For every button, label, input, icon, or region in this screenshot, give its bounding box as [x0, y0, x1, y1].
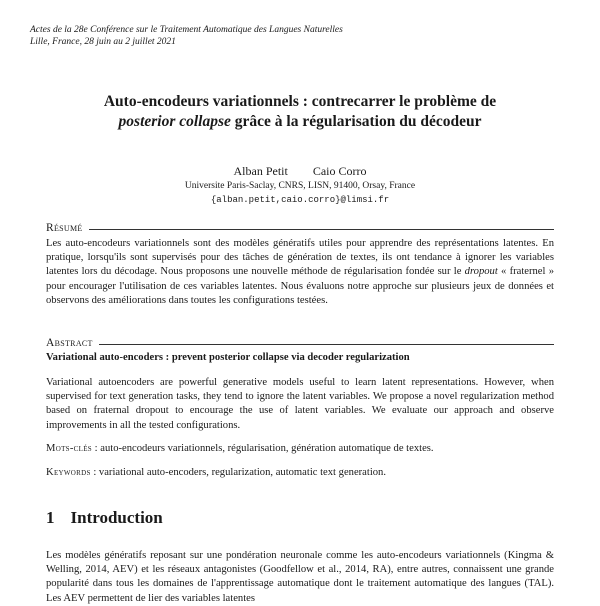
abstract-subtitle: Variational auto-encoders : prevent posterior collapse via decoder regularization: [46, 352, 410, 363]
heading-rule: [99, 344, 554, 345]
mots-cles-text: : auto-encodeurs variationnels, régularisation, génération automatique de textes.: [94, 443, 434, 454]
section-title: Introduction: [70, 508, 163, 527]
proceedings-line-2: Lille, France, 28 juin au 2 juillet 2021: [30, 37, 176, 47]
resume-text-part-2: « fraternel » pour encourager l'utilisation de ces variables latentes. Nous évaluons notre approche sur plusieurs jeux de données et observons des améliorations dans toutes les configurations testées.: [46, 266, 554, 306]
resume-italic-term: dropout: [464, 266, 498, 278]
author-email: {alban.petit,caio.corro}@limsi.fr: [210, 195, 390, 205]
resume-heading-label: Résumé: [46, 222, 83, 234]
resume-text: [46, 237, 554, 308]
author-name: Caio Corro: [312, 164, 367, 178]
abstract-text: Variational autoencoders are powerful generative models useful to learn latent representations. However, when supervised for text generation tasks, they tend to ignore the latent variables. We propose a novel regularization method based on fraternal dropout to encourage the use of latent variables. We evaluate our approach and observe improvements in all the tested configurations.: [46, 377, 554, 431]
title-line-2: [0, 112, 600, 132]
mots-cles: [46, 443, 554, 454]
paper-title: [0, 92, 600, 132]
keywords-text: : variational auto-encoders, regularization, automatic text generation.: [93, 467, 387, 478]
affiliation: Universite Paris-Saclay, CNRS, LISN, 91400, Orsay, France: [184, 181, 416, 191]
authors: [0, 164, 600, 179]
resume-text-part-1: Les auto-encodeurs variationnels sont des modèles génératifs utiles pour apprendre des représentations latentes. En pratique, lorsqu'ils sont supervisés pour des tâches de génération de textes, ils ont tendance à ignorer les variables latentes lors du décodage. Nous proposons une nouvelle méthode de régularisation fondée sur le: [46, 238, 554, 278]
abstract-heading: [46, 337, 554, 349]
introduction-heading: [46, 508, 163, 528]
mots-cles-label: Mots-clés: [46, 443, 92, 454]
title-italic-term: posterior collapse: [118, 113, 231, 130]
section-number: 1: [46, 508, 55, 527]
resume-heading: [46, 222, 554, 234]
title-line-1: Auto-encodeurs variationnels : contrecarrer le problème de: [103, 93, 497, 110]
title-line-2-rest: grâce à la régularisation du décodeur: [230, 113, 482, 130]
author-name: Alban Petit: [233, 164, 288, 178]
introduction-text: Les modèles génératifs reposant sur une pondération neuronale comme les auto-encodeurs variationnels (Kingma & Welling, 2014, AEV) et les réseaux antagonistes (Goodfellow et al., 2014, RA), entre autres, connaissent une grande popularité dans tous les domaines de l'apprentissage automatique dont le traitement automatique des langues (TAL). Les AEV permettent de lier des variables latentes: [46, 550, 554, 604]
proceedings-info: [30, 24, 343, 48]
keywords: [46, 467, 554, 478]
keywords-label: Keywords: [46, 467, 91, 478]
heading-rule: [89, 229, 554, 230]
proceedings-line-1: Actes de la 28e Conférence sur le Traitement Automatique des Langues Naturelles: [30, 25, 343, 35]
abstract-heading-label: Abstract: [46, 337, 93, 349]
